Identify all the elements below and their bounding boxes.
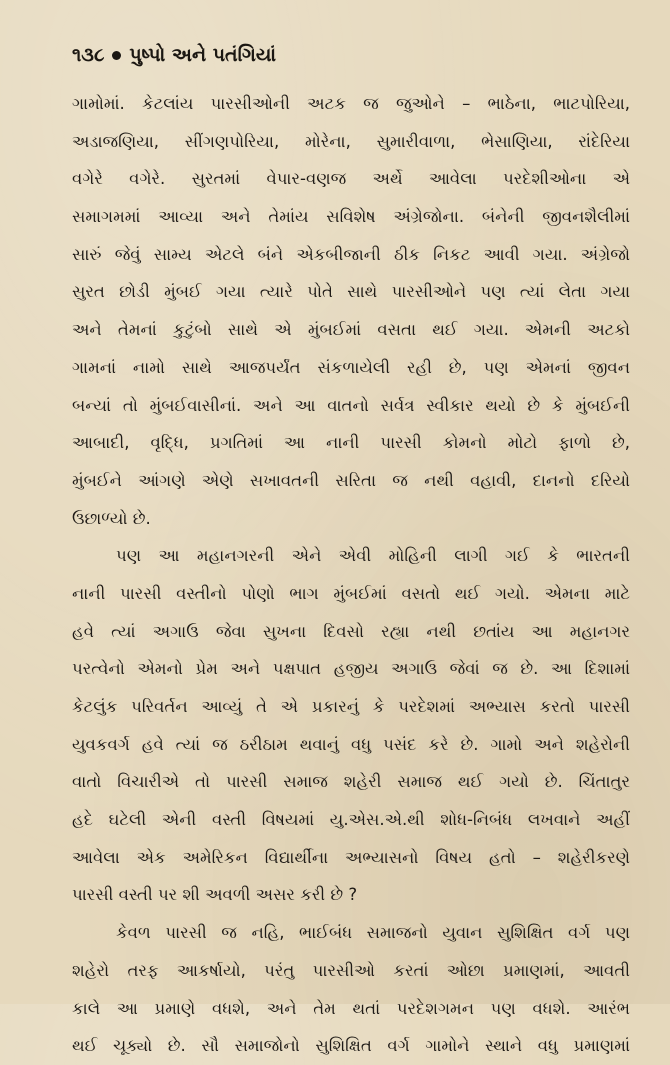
text-line: સમાગમમાં આવ્યા અને તેમાંય સવિશેષ અંગ્રેજોના. બંનેની જીવનશૈલીમાં <box>72 207 630 227</box>
text-line: અને તેમનાં કુટુંબો સાથે એ મુંબઈમાં વસતા થઈ ગયા. એમની અટકો <box>72 320 630 340</box>
text-line: હદે ઘટેલી એની વસ્તી વિષયમાં યુ.એસ.એ.થી શોધ-નિબંધ લખવાને અહીં <box>72 810 630 830</box>
text-line: સારું જેવું સામ્ય એટલે બંને એકબીજાની ઠીક નિકટ આવી ગયા. અંગ્રેજો <box>72 244 630 264</box>
text-line: પરત્વેનો એમનો પ્રેમ અને પક્ષપાત હજીય અગાઉ જેવાં જ છે. આ દિશામાં <box>72 659 630 679</box>
paragraph-first-line: કેવળ પારસી જ નહિ, ભાઈબંધ સમાજનો યુવાન સુશિક્ષિત વર્ગ પણ <box>116 923 630 943</box>
body-text <box>72 85 630 1065</box>
page-number: ૧૩૮ <box>72 44 105 66</box>
text-line: બન્યાં તો મુંબઈવાસીનાં. અને આ વાતનો સર્વત્ર સ્વીકાર થયો છે કે મુંબઈની <box>72 395 630 415</box>
text-line: કાલે આ પ્રમાણે વધશે, અને તેમ થતાં પરદેશગમન પણ વધશે. આરંભ <box>72 998 630 1018</box>
book-title: પુષ્પો અને પતંગિયાં <box>129 44 277 66</box>
paragraph-first-line: પણ આ મહાનગરની એને એવી મોહિની લાગી ગઈ કે ભારતની <box>116 546 630 566</box>
text-line: આવેલા એક અમેરિકન વિદ્યાર્થીના અભ્યાસનો વિષય હતો – શહેરીકરણે <box>72 847 630 867</box>
text-line: ઉછાળ્યો છે. <box>72 508 151 528</box>
text-line: પારસી વસ્તી પર શી અવળી અસર કરી છે ? <box>72 885 358 905</box>
running-head <box>72 40 276 70</box>
text-line: શહેરો તરફ આકર્ષાયો, પરંતુ પારસીઓ કરતાં ઓછા પ્રમાણમાં, આવતી <box>72 960 630 980</box>
text-line: આબાદી, વૃદ્ધિ, પ્રગતિમાં આ નાની પારસી કોમનો મોટો ફાળો છે, <box>72 433 630 453</box>
text-line: કેટલુંક પરિવર્તન આવ્યું તે એ પ્રકારનું કે પરદેશમાં અભ્યાસ કરતો પારસી <box>72 697 630 716</box>
text-line: હવે ત્યાં અગાઉ જેવા સુખના દિવસો રહ્યા નથી છતાંય આ મહાનગર <box>72 621 630 641</box>
text-line: વગેરે વગેરે. સુરતમાં વેપાર-વણજ અર્થે આવેલા પરદેશીઓના એ <box>72 169 630 189</box>
text-line: મુંબઈને આંગણે એણે સખાવતની સરિતા જ નથી વહાવી, દાનનો દરિયો <box>72 470 630 490</box>
text-line: નાની પારસી વસ્તીનો પોણો ભાગ મુંબઈમાં વસતો થઈ ગયો. એમના માટે <box>72 583 630 603</box>
text-line: ગામોમાં. કેટલાંય પારસીઓની અટક જ જુઓને – ભાઠેના, ભાટપોરિયા, <box>72 94 630 113</box>
text-line: અડાજણિયા, સીંગણપોરિયા, મોરેના, સુમારીવાળા, ભેસાણિયા, રાંદેરિયા <box>72 131 630 151</box>
bullet-separator <box>112 51 121 60</box>
text-line: થઈ ચૂક્યો છે. સૌ સમાજોનો સુશિક્ષિત વર્ગ ગામોને સ્થાને વધુ પ્રમાણમાં <box>72 1036 630 1056</box>
text-line: ગામનાં નામો સાથે આજપર્યંત સંકળાયેલી રહી છે, પણ એમનાં જીવન <box>72 357 630 377</box>
text-line: યુવકવર્ગ હવે ત્યાં જ ઠરીઠામ થવાનું વધુ પસંદ કરે છે. ગામો અને શહેરોની <box>72 734 630 754</box>
text-line: વાતો વિચારીએ તો પારસી સમાજ શહેરી સમાજ થઈ ગયો છે. ચિંતાતુર <box>72 772 630 792</box>
text-line: સુરત છોડી મુંબઈ ગયા ત્યારે પોતે સાથે પારસીઓને પણ ત્યાં લેતા ગયા <box>72 282 630 302</box>
